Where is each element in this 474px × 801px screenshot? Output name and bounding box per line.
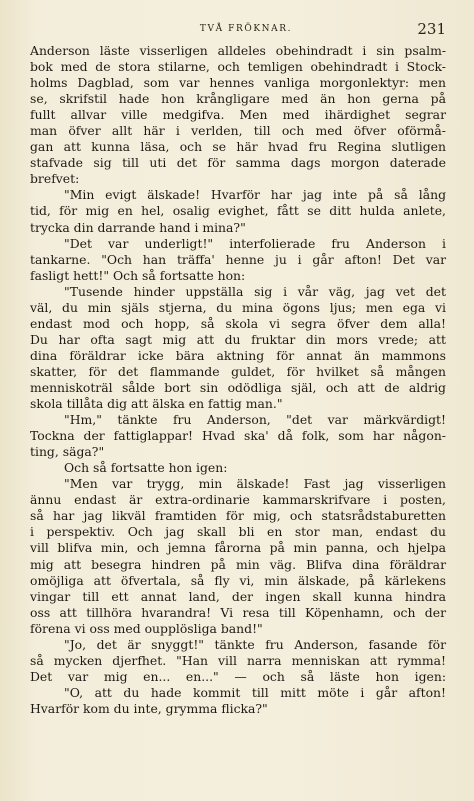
text-line: bok med de stora stilarne, och temligen obehindradt i Stock- xyxy=(30,59,446,75)
text-line: stafvade sig till uti det för samma dags morgon daterade xyxy=(30,155,446,171)
text-line: "Men var trygg, min älskade! Fast jag visserligen xyxy=(64,476,446,492)
page-header xyxy=(36,20,456,38)
text-line: man öfver allt här i verlden, till och med öfver oförmå- xyxy=(30,123,446,139)
text-line: fullt allvar ville medgifva. Men med ihärdighet segrar xyxy=(30,107,446,123)
text-line: Du har ofta sagt mig att du fruktar din mors vrede; att xyxy=(30,331,446,347)
text-line: "Min evigt älskade! Hvarför har jag inte på så lång xyxy=(64,187,446,203)
text-line: Det var mig en... en..." — och så läste hon igen: xyxy=(30,668,446,684)
text-line: skola tillåta dig att älska en fattig man." xyxy=(30,396,283,412)
text-line: Och så fortsatte hon igen: xyxy=(64,460,228,476)
running-title: TVÅ FRÖKNAR. xyxy=(199,24,293,34)
body-text xyxy=(30,43,446,717)
text-line: menniskoträl sålde bort sin odödliga själ, och att de aldrig xyxy=(30,379,446,395)
text-line: "Det var underligt!" interfolierade fru Anderson i xyxy=(64,235,446,251)
text-line: vill blifva min, och jemna fårorna på min panna, och hjelpa xyxy=(30,540,446,556)
text-line: Hvarför kom du inte, grymma flicka?" xyxy=(30,700,268,716)
text-line: ännu endast är extra-ordinarie kammarskrifvare i posten, xyxy=(30,492,446,508)
text-line: i perspektiv. Och jag skall bli en stor man, endast du xyxy=(30,524,446,540)
text-line: ting, säga?" xyxy=(30,444,105,460)
text-line: tid, för mig en hel, osalig evighet, fått se ditt hulda anlete, xyxy=(30,203,446,219)
text-line: brefvet: xyxy=(30,171,80,187)
text-line: holms Dagblad, som var hennes vanliga morgonlektyr: men xyxy=(30,75,446,91)
text-line: skatter, för det flammande guldet, för hvilket så mången xyxy=(30,363,446,379)
text-line: "Tusende hinder uppställa sig i vår väg, jag vet det xyxy=(64,283,446,299)
text-line: se, skrifstil hade hon krångligare med än hon gerna på xyxy=(30,91,446,107)
text-line: gan att kunna läsa, och se här hvad fru Regina slutligen xyxy=(30,139,446,155)
text-line: förena vi oss med oupplösliga band!" xyxy=(30,620,263,636)
text-line: så mycken djerfhet. "Han vill narra menniskan att rymma! xyxy=(30,652,446,668)
text-line: endast mod och hopp, så skola vi segra öfver dem alla! xyxy=(30,315,446,331)
text-line: "O, att du hade kommit till mitt möte i går afton! xyxy=(64,684,446,700)
text-line: mig att besegra hindren på min väg. Blifva dina föräldrar xyxy=(30,556,446,572)
text-line: fasligt hett!" Och så fortsatte hon: xyxy=(30,267,246,283)
text-line: dina föräldrar icke bära aktning för annat än mammons xyxy=(30,347,446,363)
text-line: "Jo, det är snyggt!" tänkte fru Anderson, fasande för xyxy=(64,636,446,652)
text-line: väl, du min själs stjerna, du mina ögons ljus; men ega vi xyxy=(30,299,446,315)
text-line: tankarne. "Och han träffa' henne ju i går afton! Det var xyxy=(30,251,446,267)
text-line: så har jag likväl framtiden för mig, och statsrådstaburetten xyxy=(30,508,446,524)
text-line: Anderson läste visserligen alldeles obehindradt i sin psalm- xyxy=(30,43,446,58)
text-line: "Hm," tänkte fru Anderson, "det var märkvärdigt! xyxy=(64,412,446,428)
text-line: vingar till ett annat land, der ingen skall kunna hindra xyxy=(30,588,446,604)
page-number: 231 xyxy=(417,20,446,38)
text-line: omöjliga att öfvertala, så fly vi, min älskade, på kärlekens xyxy=(30,572,446,588)
text-line: trycka din darrande hand i mina?" xyxy=(30,219,246,235)
text-line: oss att tillhöra hvarandra! Vi resa till Köpenhamn, och der xyxy=(30,604,446,620)
text-line: Tockna der fattiglappar! Hvad ska' då folk, som har någon- xyxy=(30,428,446,444)
